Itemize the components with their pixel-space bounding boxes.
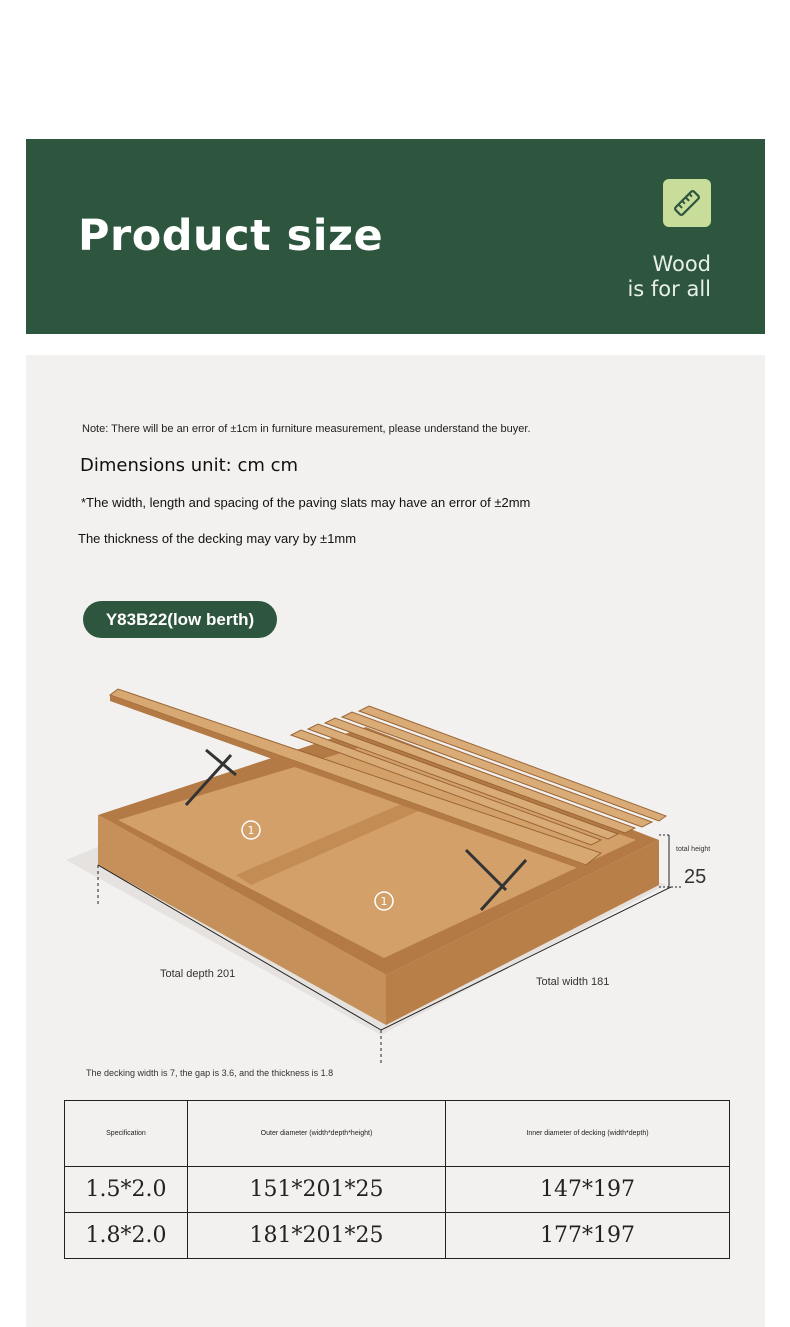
total-width-label: Total width 181: [536, 976, 610, 988]
table-cell: 147*197: [446, 1167, 730, 1213]
table-cell: 181*201*25: [188, 1213, 446, 1259]
table-header-cell: Inner diameter of decking (width*depth): [446, 1101, 730, 1167]
decking-note: The decking width is 7, the gap is 3.6, and the thickness is 1.8: [86, 1068, 334, 1078]
slogan: [627, 252, 711, 302]
table-header-cell: Specification: [65, 1101, 188, 1167]
slogan-line-1: Wood: [652, 252, 711, 276]
measurement-note: Note: There will be an error of ±1cm in furniture measurement, please understand the buyer.: [82, 423, 531, 435]
table-row: [65, 1213, 730, 1259]
bed-diagram: [26, 675, 765, 1075]
total-depth-label: Total depth 201: [160, 968, 236, 980]
table-cell: 1.5*2.0: [65, 1167, 188, 1213]
total-height-value: 25: [684, 866, 707, 888]
svg-text:1: 1: [380, 895, 388, 908]
slat-error-note: *The width, length and spacing of the paving slats may have an error of ±2mm: [81, 495, 531, 510]
table-header-row: [65, 1101, 730, 1167]
table-row: [65, 1167, 730, 1213]
slogan-line-2: is for all: [627, 277, 711, 301]
total-height-label: total height: [676, 846, 711, 853]
table-cell: 1.8*2.0: [65, 1213, 188, 1259]
size-panel: [26, 355, 765, 1327]
thickness-note: The thickness of the decking may vary by ±1mm: [78, 531, 357, 546]
svg-text:1: 1: [247, 824, 255, 837]
page-title: Product size: [78, 211, 384, 261]
table-header-cell: Outer diameter (width*depth*height): [188, 1101, 446, 1167]
table-cell: 151*201*25: [188, 1167, 446, 1213]
dimensions-unit: Dimensions unit: cm cm: [80, 455, 299, 476]
table-cell: 177*197: [446, 1213, 730, 1259]
model-badge: Y83B22(low berth): [83, 601, 277, 638]
size-table: [64, 1100, 730, 1259]
header-banner: [26, 139, 765, 334]
ruler-icon: [663, 179, 711, 227]
